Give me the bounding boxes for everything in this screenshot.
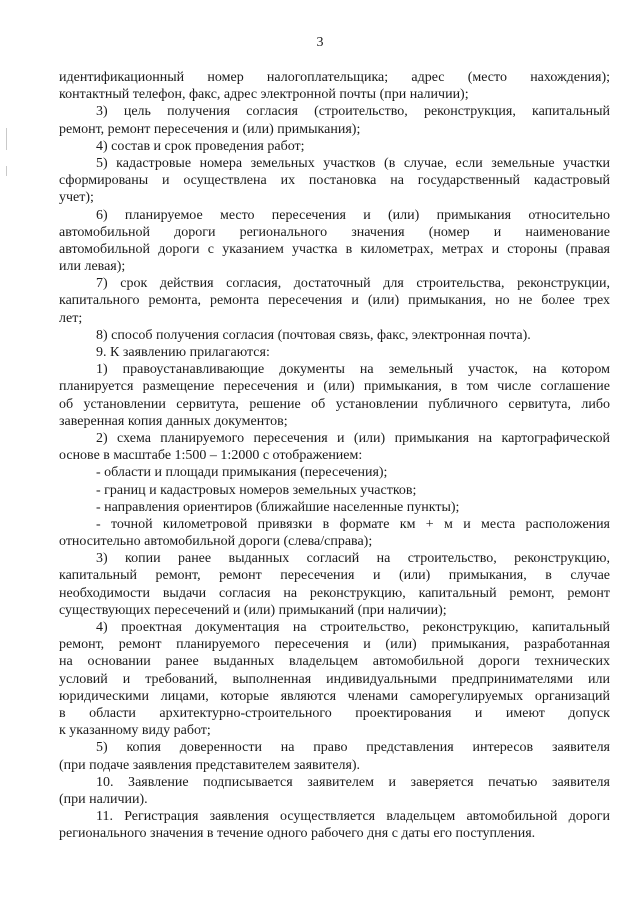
- text-line: условий и требований, выполненная индивидуальными предпринимателями или: [59, 671, 610, 687]
- text-line: необходимости выдачи согласия на реконструкцию, капитальный ремонт, ремонт: [59, 585, 610, 601]
- text-line: (при наличии).: [59, 791, 148, 807]
- text-line: лет;: [59, 310, 83, 326]
- scan-artifact: [6, 128, 7, 150]
- text-line: 6) планируемое место пересечения и (или) примыкания относительно: [96, 207, 610, 223]
- text-line: ремонт, ремонт планируемого пересечения и (или) примыкания, разработанная: [59, 637, 610, 653]
- text-line: 4) состав и срок проведения работ;: [96, 138, 305, 154]
- text-line: - точной километровой привязки в формате км + м и места расположения: [96, 516, 610, 532]
- text-line: - границ и кадастровых номеров земельных участков;: [96, 482, 417, 498]
- text-line: юридическими лицами, которые являются членами саморегулируемых организаций: [59, 688, 610, 704]
- text-line: 10. Заявление подписывается заявителем и заверяется печатью заявителя: [96, 774, 610, 790]
- text-line: 7) срок действия согласия, достаточный для строительства, реконструкции,: [96, 276, 610, 292]
- document-body: [59, 69, 610, 842]
- text-line: контактный телефон, факс, адрес электронной почты (при наличии);: [59, 87, 469, 103]
- text-line: заверенная копия данных документов;: [59, 413, 288, 429]
- text-line: существующих пересечений и (или) примыканий (при наличии);: [59, 602, 447, 618]
- text-line: регионального значения в течение одного рабочего дня с даты его поступления.: [59, 826, 536, 842]
- text-line: об установлении сервитута, решение об установлении публичного сервитута, либо: [59, 396, 610, 412]
- text-line: 5) кадастровые номера земельных участков (в случае, если земельные участки: [96, 155, 610, 171]
- text-line: капитального ремонта, ремонта пересечения и (или) примыкания, но не более трех: [59, 293, 610, 309]
- text-line: или левая);: [59, 259, 126, 275]
- text-line: 3) цель получения согласия (строительство, реконструкция, капитальный: [96, 104, 610, 120]
- text-line: на основании ранее выданных владельцем автомобильной дороги технических: [59, 654, 610, 670]
- text-line: 9. К заявлению прилагаются:: [96, 345, 270, 360]
- text-line: 4) проектная документация на строительство, реконструкцию, капитальный: [96, 620, 610, 635]
- text-line: планируется размещение пересечения и (или) примыкания, в том числе соглашение: [59, 379, 610, 395]
- text-line: в области архитектурно-строительного проектирования и имеют допуск: [59, 705, 610, 721]
- scan-artifact: [6, 166, 7, 176]
- text-line: учет);: [59, 190, 94, 206]
- text-line: относительно автомобильной дороги (слева/справа);: [59, 534, 373, 550]
- text-line: автомобильной дороги с указанием участка в километрах, метрах и стороны (правая: [59, 241, 610, 257]
- text-line: ремонт, ремонт пересечения и (или) примыкания);: [59, 121, 361, 137]
- text-line: - направления ориентиров (ближайшие населенные пункты);: [96, 499, 460, 515]
- text-line: 8) способ получения согласия (почтовая связь, факс, электронная почта).: [96, 327, 531, 343]
- text-line: 1) правоустанавливающие документы на земельный участок, на котором: [96, 362, 610, 378]
- text-line: 5) копия доверенности на право представления интересов заявителя: [96, 740, 610, 756]
- text-line: 2) схема планируемого пересечения и (или) примыкания на картографической: [96, 430, 610, 446]
- text-line: сформированы и осуществлена их постановка на государственный кадастровый: [59, 173, 610, 189]
- text-line: к указанному виду работ;: [59, 723, 211, 739]
- text-line: 11. Регистрация заявления осуществляется владельцем автомобильной дороги: [96, 809, 610, 825]
- text-line: основе в масштабе 1:500 – 1:2000 с отображением:: [59, 448, 363, 464]
- text-line: капитальный ремонт, ремонт пересечения и (или) примыкания, в случае: [59, 568, 610, 584]
- page-number: 3: [316, 35, 324, 50]
- text-line: автомобильной дороги регионального значения (номер и наименование: [59, 224, 610, 240]
- text-line: 3) копии ранее выданных согласий на строительство, реконструкцию,: [96, 551, 610, 567]
- text-line: - области и площади примыкания (пересечения);: [96, 465, 388, 481]
- text-line: (при подаче заявления представителем заявителя).: [59, 757, 361, 773]
- text-line: идентификационный номер налогоплательщика; адрес (место нахождения);: [59, 70, 610, 85]
